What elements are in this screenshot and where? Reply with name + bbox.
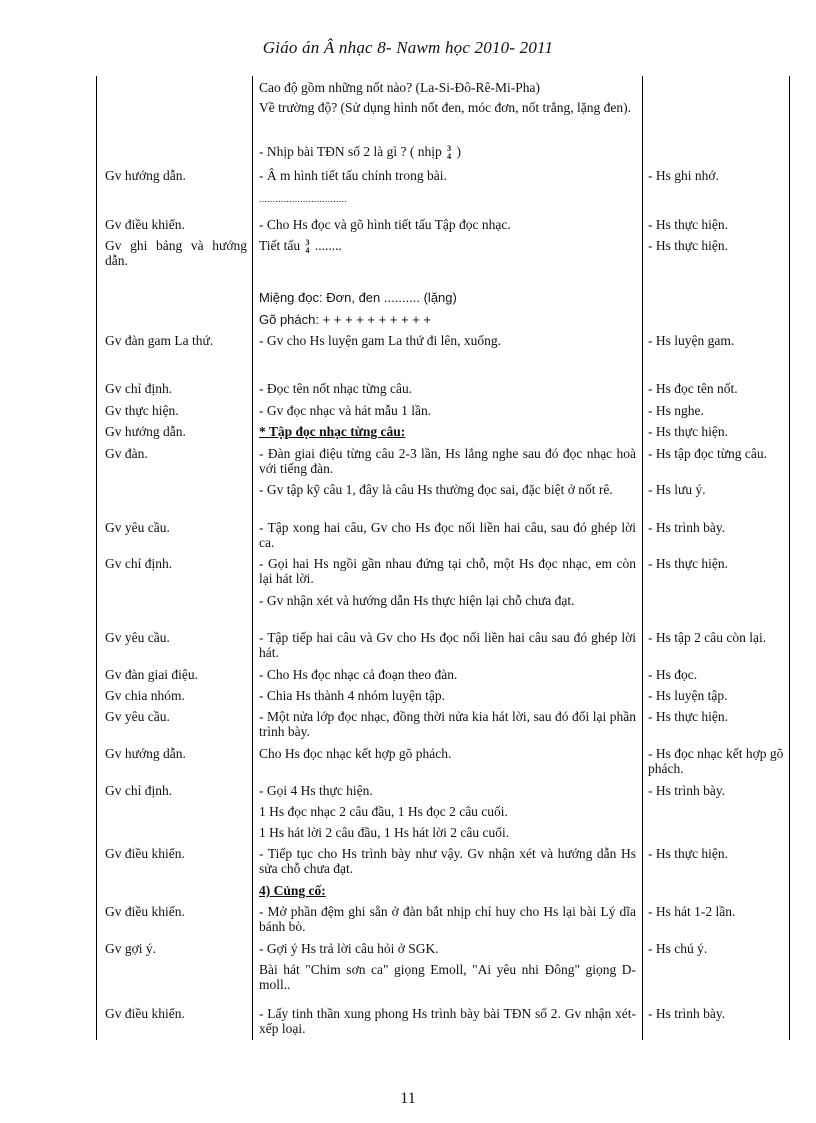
content-cell: - Gv nhận xét và hướng dẫn Hs thực hiện lại chỗ chưa đạt. xyxy=(259,593,575,608)
content-cell: - Lấy tinh thần xung phong Hs trình bày bài TĐN số 2. Gv nhận xét- xếp loại. xyxy=(259,1006,636,1036)
student-cell: - Hs thực hiện. xyxy=(648,556,729,571)
student-cell: - Hs tập đọc từng câu. xyxy=(648,446,768,461)
student-cell: - Hs thực hiện. xyxy=(648,846,729,861)
content-cell: - Gọi hai Hs ngồi gần nhau đứng tại chỗ, một Hs đọc nhạc, em còn lại hát lời. xyxy=(259,556,636,586)
content-cell: - Cho Hs đọc và gõ hình tiết tấu Tập đọc nhạc. xyxy=(259,217,511,232)
teacher-cell: Gv chỉ định. xyxy=(105,783,173,798)
teacher-cell: Gv điều khiển. xyxy=(105,846,185,861)
content-cell: - Một nửa lớp đọc nhạc, đồng thời nửa kia hát lời, sau đó đổi lại phần trình bày. xyxy=(259,709,636,739)
content-cell: Bài hát "Chim sơn ca" giọng Emoll, "Ai yêu nhi Đông" giọng D-moll.. xyxy=(259,962,636,992)
content-cell: Gõ phách: + + + + + + + + + + xyxy=(259,312,432,327)
student-cell: - Hs thực hiện. xyxy=(648,217,729,232)
content-cell: - Gv đọc nhạc và hát mẫu 1 lần. xyxy=(259,403,432,418)
student-cell: - Hs ghi nhớ. xyxy=(648,168,719,183)
content-cell: Cho Hs đọc nhạc kết hợp gõ phách. xyxy=(259,746,452,761)
teacher-cell: Gv điều khiển. xyxy=(105,904,185,919)
teacher-cell: Gv đàn giai điệu. xyxy=(105,667,198,682)
student-cell: - Hs hát 1-2 lần. xyxy=(648,904,736,919)
student-cell: - Hs đọc. xyxy=(648,667,698,682)
time-signature: 3 4 xyxy=(447,143,452,161)
student-cell: - Hs trình bày. xyxy=(648,783,726,798)
student-cell: - Hs thực hiện. xyxy=(648,424,729,439)
teacher-cell: Gv hướng dẫn. xyxy=(105,746,186,761)
content-cell: - Mở phần đệm ghi sẵn ở đàn bắt nhịp chỉ huy cho Hs lại bài Lý dĩa bánh bò. xyxy=(259,904,636,934)
content-cell: ................................ xyxy=(259,194,347,204)
student-cell: - Hs nghe. xyxy=(648,403,704,418)
student-cell: - Hs chú ý. xyxy=(648,941,708,956)
content-cell: - Gọi 4 Hs thực hiện. xyxy=(259,783,373,798)
teacher-cell: Gv gợi ý. xyxy=(105,941,157,956)
teacher-cell: Gv chỉ định. xyxy=(105,556,173,571)
teacher-cell: Gv yêu cầu. xyxy=(105,630,170,645)
teacher-cell: Gv điều khiển. xyxy=(105,217,185,232)
student-cell: - Hs đọc tên nốt. xyxy=(648,381,738,396)
content-cell: Tiết tấu 3 4 ........ xyxy=(259,237,342,255)
teacher-cell: Gv hướng dẫn. xyxy=(105,168,186,183)
content-cell: - Chia Hs thành 4 nhóm luyện tập. xyxy=(259,688,445,703)
student-cell: - Hs luyện gam. xyxy=(648,333,735,348)
student-cell: - Hs tập 2 câu còn lại. xyxy=(648,630,767,645)
content-cell: - Â m hình tiết tấu chính trong bài. xyxy=(259,168,447,183)
time-signature: 3 4 xyxy=(305,237,310,255)
teacher-cell: Gv chỉ định. xyxy=(105,381,173,396)
content-cell: Miệng đọc: Đơn, đen .......... (lặng) xyxy=(259,290,457,305)
content-cell: - Tập tiếp hai câu và Gv cho Hs đọc nối liền hai câu sau đó ghép lời hát. xyxy=(259,630,636,660)
student-cell: - Hs trình bày. xyxy=(648,520,726,535)
content-cell: 1 Hs đọc nhạc 2 câu đầu, 1 Hs đọc 2 câu cuối. xyxy=(259,804,508,819)
teacher-cell: Gv chia nhóm. xyxy=(105,688,185,703)
column-divider xyxy=(642,76,643,1040)
student-cell: - Hs lưu ý. xyxy=(648,482,706,497)
content-cell: - Gợi ý Hs trả lời câu hỏi ở SGK. xyxy=(259,941,439,956)
student-cell: - Hs đọc nhạc kết hợp gõ phách. xyxy=(648,746,784,776)
content-cell: - Tiếp tục cho Hs trình bày như vậy. Gv nhận xét và hướng dẫn Hs sửa chỗ chưa đạt. xyxy=(259,846,636,876)
column-divider xyxy=(96,76,97,1040)
section-heading: 4) Củng cố: xyxy=(259,883,326,898)
student-cell: - Hs thực hiện. xyxy=(648,238,729,253)
teacher-cell: Gv đàn. xyxy=(105,446,148,461)
content-cell: - Cho Hs đọc nhạc cả đoạn theo đàn. xyxy=(259,667,458,682)
content-cell: - Gv tập kỹ câu 1, đây là câu Hs thường đọc sai, đặc biệt ở nốt rê. xyxy=(259,482,613,497)
content-cell: Cao độ gồm những nốt nào? (La-Si-Đô-Rê-Mi-Pha) xyxy=(259,80,541,95)
teacher-cell: Gv đàn gam La thứ. xyxy=(105,333,214,348)
column-divider xyxy=(252,76,253,1040)
content-cell: Về trường độ? (Sử dụng hình nốt đen, móc đơn, nốt trắng, lặng đen). xyxy=(259,100,631,115)
student-cell: - Hs thực hiện. xyxy=(648,709,729,724)
content-cell: 1 Hs hát lời 2 câu đầu, 1 Hs hát lời 2 câu cuối. xyxy=(259,825,510,840)
page-number: 11 xyxy=(400,1090,416,1107)
teacher-cell: Gv yêu cầu. xyxy=(105,520,170,535)
content-cell: - Gv cho Hs luyện gam La thứ đi lên, xuống. xyxy=(259,333,502,348)
teacher-cell: Gv yêu cầu. xyxy=(105,709,170,724)
page-header: Giáo án Â nhạc 8- Nawm học 2010- 2011 xyxy=(262,38,554,57)
content-cell: - Tập xong hai câu, Gv cho Hs đọc nối liền hai câu, sau đó ghép lời ca. xyxy=(259,520,636,550)
column-divider xyxy=(789,76,790,1040)
section-heading: * Tập đọc nhạc từng câu: xyxy=(259,424,406,439)
student-cell: - Hs trình bày. xyxy=(648,1006,726,1021)
student-cell: - Hs luyện tập. xyxy=(648,688,728,703)
content-cell: - Nhịp bài TĐN số 2 là gì ? ( nhịp 3 4 ) xyxy=(259,143,461,161)
teacher-cell: Gv hướng dẫn. xyxy=(105,424,186,439)
teacher-cell: Gv thực hiện. xyxy=(105,403,179,418)
content-cell: - Đàn giai điệu từng câu 2-3 lần, Hs lắng nghe sau đó đọc nhạc hoà với tiếng đàn. xyxy=(259,446,636,476)
content-cell: - Đọc tên nốt nhạc từng câu. xyxy=(259,381,413,396)
teacher-cell: Gv điều khiển. xyxy=(105,1006,185,1021)
teacher-cell: Gv ghi bảng và hướng dẫn. xyxy=(105,238,247,268)
